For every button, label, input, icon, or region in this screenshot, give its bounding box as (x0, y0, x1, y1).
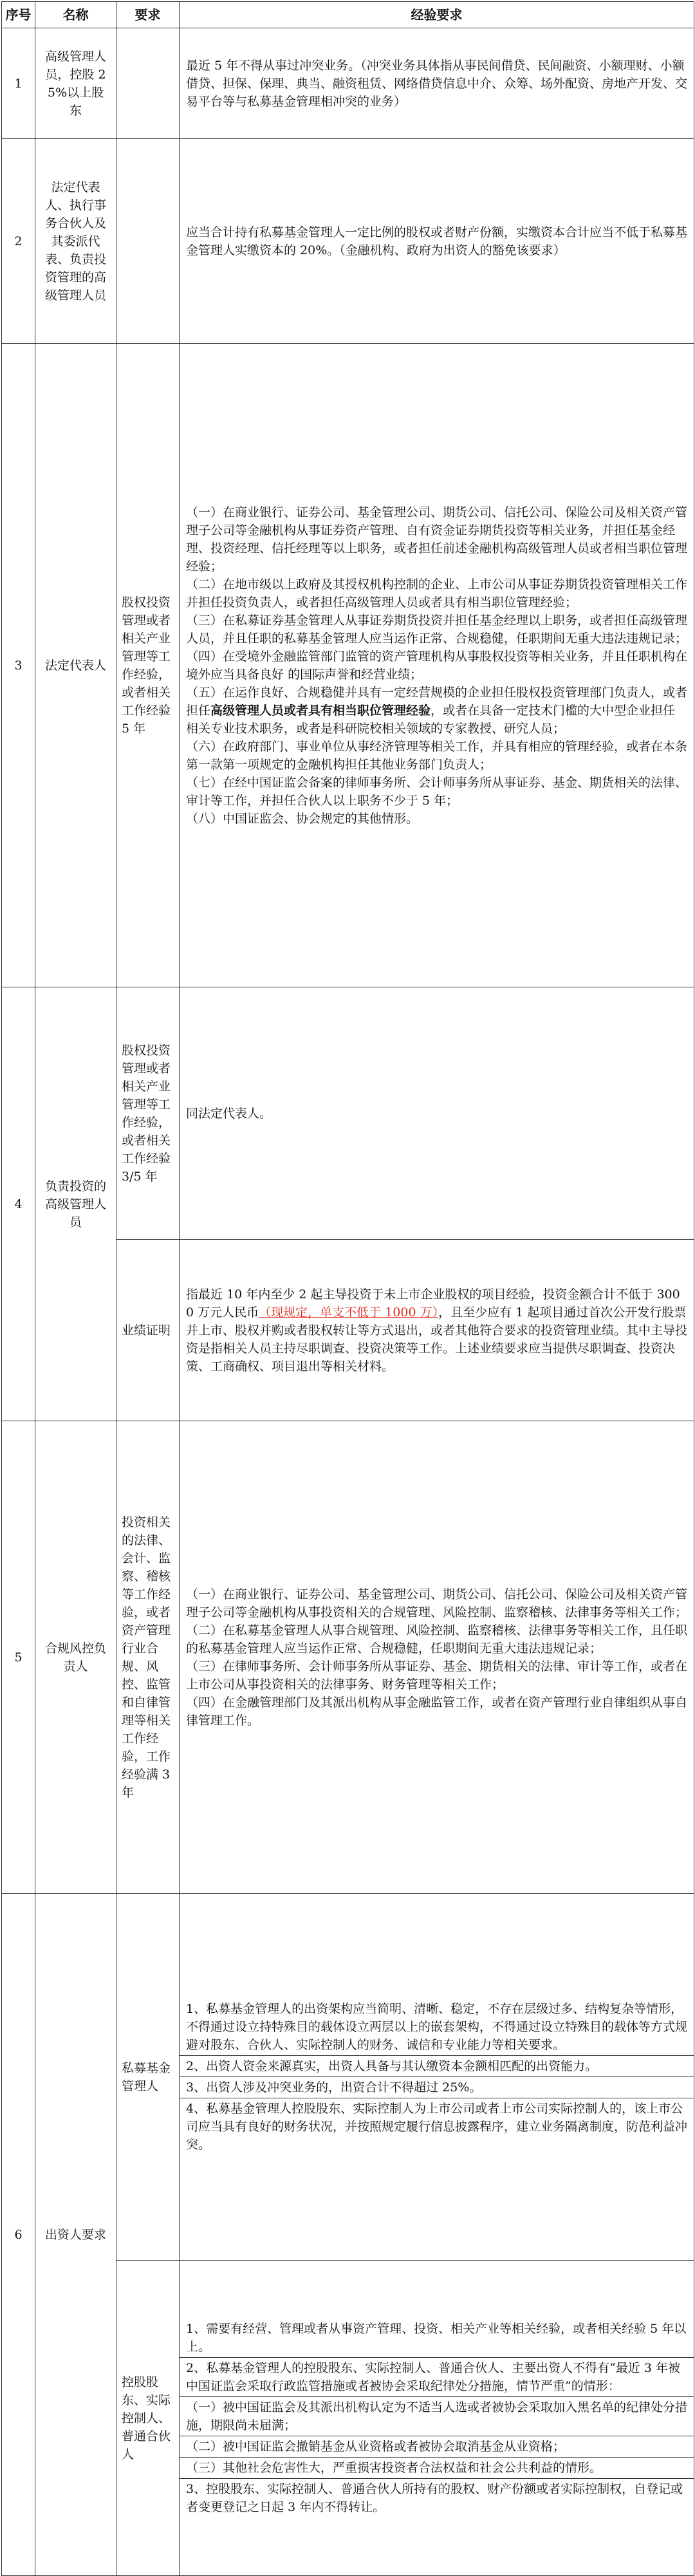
table-row (2, 1894, 694, 2261)
row-exp (180, 1894, 694, 2261)
row-seq: 2 (2, 139, 35, 344)
exp-item: 4、私募基金管理人控股股东、实际控制人为上市公司或者上市公司实际控制人的，该上市公司应当具有良好的财务状况，并按照规定履行信息披露程序，建立业务隔离制度，防范利益冲突。 (180, 2098, 694, 2155)
exp-item (186, 648, 687, 684)
header-exp: 经验要求 (180, 2, 694, 28)
exp-text: （五）在运作良好、合规稳健并具有一定经营规模的企业担任股权投资管理部门负责人，或者担任 (186, 685, 688, 718)
row-req: 控股股东、实际控制人、普通合伙人 (116, 2261, 180, 2576)
row-req (116, 28, 180, 139)
exp-item (186, 684, 687, 738)
exp-text: 的国际声誉和经营业绩； (288, 667, 423, 682)
table-row (2, 987, 694, 1240)
exp-item: （二）被中国证监会撤销基金从业资格或者被协会取消基金从业资格； (180, 2436, 694, 2457)
exp-item: （一）在商业银行、证券公司、基金管理公司、期货公司、信托公司、保险公司及相关资产管理子公司等金融机构从事投资相关的合规管理、风险控制、监察稽核、法律事务等相关工作； (186, 1587, 688, 1619)
header-req: 要求 (116, 2, 180, 28)
exp-item: 3、出资人涉及冲突业务的，出资合计不得超过 25%。 (180, 2077, 694, 2098)
header-name: 名称 (35, 2, 116, 28)
row-req (116, 139, 180, 344)
exp-item: （六）在政府部门、事业单位从事经济管理等相关工作，并具有相应的管理经验，或者在本条第一款第一项规定的金融机构担任其他业务部门负责人； (186, 739, 688, 772)
row-name: 出资人要求 (35, 1894, 116, 2576)
row-seq: 3 (2, 344, 35, 987)
row-name: 法定代表人、执行事务合伙人及其委派代表、负责投资管理的高级管理人员 (35, 139, 116, 344)
exp-item: 2、私募基金管理人的控股股东、实际控制人、普通合伙人、主要出资人不得有“最近 3 年被中国证监会采取行政监管措施或者被协会采取纪律处分措施，情节严重”的情形： (180, 2357, 694, 2396)
exp-item: （二）在私募基金管理人从事合规管理、风险控制、监察稽核、法律事务等相关工作，且任职的私募基金管理人应当运作正常、合规稳健，任职期间无重大违法违规记录； (186, 1623, 688, 1656)
exp-highlight-text: （现规定，单支不低于 1000 万） (259, 1305, 439, 1320)
exp-text: ，或者在具备一定技术门槛的大中型企业担任相关专业技术职务，或者是科研院校相关领域的专家教授、研究人员； (186, 703, 676, 736)
header-row (2, 2, 694, 28)
exp-item: 1、需要有经营、管理或者从事资产管理、投资、相关产业等相关经验，或者相关经验 5 年以上。 (186, 2322, 687, 2354)
exp-item: （一）被中国证监会及其派出机构认定为不适当人选或者被协会采取加入黑名单的纪律处分措施，期限尚未届满； (180, 2396, 694, 2436)
row-exp: 同法定代表人。 (180, 987, 694, 1240)
exp-item: 3、控股股东、实际控制人、普通合伙人所持有的股权、财产份额或者实际控制权，自登记或者变更登记之日起 3 年内不得转让。 (180, 2478, 694, 2517)
row-req: 业绩证明 (116, 1240, 180, 1421)
exp-item: （二）在地市级以上政府及其授权机构控制的企业、上市公司从事证券期货投资管理相关工作并担任投资负责人，或者担任高级管理人员或者具有相当职位管理经验； (186, 577, 688, 610)
exp-item: （三）其他社会危害性大，严重损害投资者合法权益和社会公共利益的情形。 (180, 2457, 694, 2478)
exp-text: ，且至少应有 1 起项目通过首次公开发行股票并上市、股权并购或者股权转让等方式退出，或者其他符合要求的投资管理业绩。其中主导投资是指相关人员主持尽职调查、投资决策等工作。上述业绩要求应当提供尽职调查、投资决策、工商确权、项目退出等相关材料。 (186, 1305, 688, 1374)
table-row (2, 28, 694, 139)
exp-item: （八）中国证监会、协会规定的其他情形。 (186, 811, 419, 826)
row-name: 法定代表人 (35, 344, 116, 987)
row-exp (180, 2261, 694, 2576)
table-row (2, 139, 694, 344)
row-name: 高级管理人员，控股 25%以上股东 (35, 28, 116, 139)
table-row (2, 344, 694, 987)
row-req: 私募基金管理人 (116, 1894, 180, 2261)
row-exp (180, 1421, 694, 1894)
row-exp (180, 344, 694, 987)
row-seq: 6 (2, 1894, 35, 2576)
exp-bold-text: 高级管理人员或者具有相当职位管理经验 (210, 703, 431, 718)
exp-item: （四）在金融管理部门及其派出机构从事金融监管工作，或者在资产管理行业自律组织从事自律管理工作。 (186, 1695, 688, 1728)
row-exp: 应当合计持有私募基金管理人一定比例的股权或者财产份额，实缴资本合计应当不低于私募基金管理人实缴资本的 20%。（金融机构、政府为出资人的豁免该要求） (180, 139, 694, 344)
row-name: 负责投资的高级管理人员 (35, 987, 116, 1421)
header-seq: 序号 (2, 2, 35, 28)
table-row (2, 1421, 694, 1894)
exp-item: （三）在私募证券基金管理人从事证券期货投资并担任基金经理以上职务，或者担任高级管理人员，并且任职的私募基金管理人应当运作正常、合规稳健，任职期间无重大违法违规记录； (186, 613, 688, 646)
exp-item: 1、私募基金管理人的出资架构应当简明、清晰、稳定，不存在层级过多、结构复杂等情形，不得通过设立持特殊目的载体设立两层以上的嵌套架构，不得通过设立特殊目的载体等方式规避对股东、合伙人、实际控制人的财务、诚信和专业能力等相关要求。 (186, 2002, 688, 2052)
exp-item: （七）在经中国证监会备案的律师事务所、会计师事务所从事证券、基金、期货相关的法律、审计等工作，并担任合伙人以上职务不少于 5 年； (186, 775, 688, 808)
exp-item: 2、出资人资金来源真实，出资人具备与其认缴资本金额相匹配的出资能力。 (180, 2055, 694, 2077)
exp-item: （三）在律师事务所、会计师事务所从事证券、基金、期货相关的法律、审计等工作，或者在上市公司从事投资相关的法律事务、财务管理等相关工作； (186, 1659, 688, 1692)
row-seq: 4 (2, 987, 35, 1421)
row-exp (180, 1240, 694, 1421)
exp-text: 指最近 10 年内至少 2 起主导投资于未上市企业股权的项目经验，投资金额合计不低于 3000 万元人民币 (186, 1287, 680, 1320)
exp-text: （四）在受境外金融监管部门监管的资产管理机构从事股权投资等相关业务，并且任职机构在境外应当具备良好 (186, 649, 688, 682)
row-name: 合规风控负责人 (35, 1421, 116, 1894)
row-req: 股权投资管理或者相关产业管理等工作经验，或者相关工作经验 3/5 年 (116, 987, 180, 1240)
row-seq: 1 (2, 28, 35, 139)
row-exp: 最近 5 年不得从事过冲突业务。（冲突业务具体指从事民间借贷、民间融资、小额理财、小额借贷、担保、保理、典当、融资租赁、网络借贷信息中介、众筹、场外配资、房地产开发、交易平台等与私募基金管理相冲突的业务） (180, 28, 694, 139)
row-seq: 5 (2, 1421, 35, 1894)
exp-item: （一）在商业银行、证券公司、基金管理公司、期货公司、信托公司、保险公司及相关资产管理子公司等金融机构从事证券资产管理、自有资金证券期货投资等相关业务，并担任基金经理、投资经理、信托经理等以上职务，或者担任前述金融机构高级管理人员或者相当职位管理经验； (186, 505, 688, 574)
row-req: 股权投资管理或者相关产业管理等工作经验，或者相关工作经验 5 年 (116, 344, 180, 987)
qualification-table (1, 1, 694, 2576)
row-req: 投资相关的法律、会计、监察、稽核等工作经验，或者资产管理行业合规、风控、监管和自律管理等相关工作经验，工作经验满 3 年 (116, 1421, 180, 1894)
